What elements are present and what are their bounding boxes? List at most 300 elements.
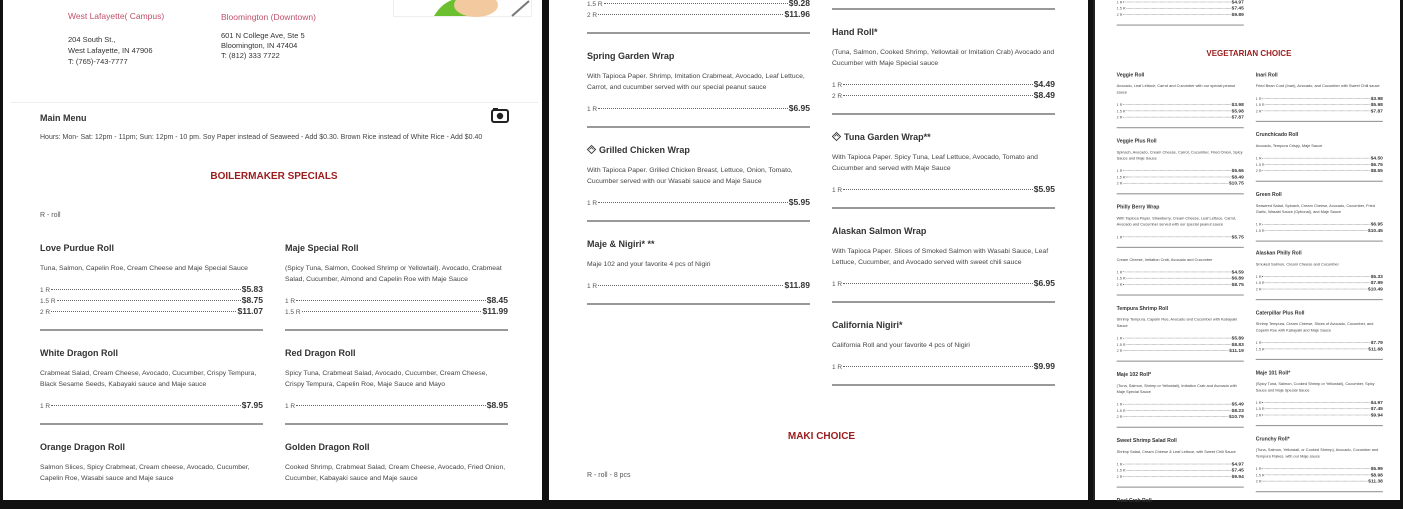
dot-leader [598,285,783,286]
portion-size: 1 R [1255,96,1262,101]
menu-item-name: Veggie Roll [1116,71,1145,78]
menu-item [587,238,810,305]
menu-item-description: Cream Cheese, Imitation Crab, Avocado and Cucumber [1116,257,1213,262]
price: $5.98 [1231,107,1244,114]
menu-item-description: Spinach, Avocado, Cream Cheese, Carrot, Cucumber, Fried Onion, Spicy Sauce and Maje Sauce [1116,150,1243,161]
price: $7.87 [1370,107,1383,114]
menu-item [1117,257,1244,296]
price-row [40,295,263,306]
menu-item-description: California Roll and your favorite 4 pcs of Nigiri [832,342,970,349]
dot-leader [1123,183,1228,184]
menu-item-title [285,347,508,359]
price-list [1117,234,1244,240]
menu-column-left [1117,257,1244,509]
menu-item-title [1256,249,1383,256]
price: $4.50 [1370,155,1383,161]
divider [587,220,810,222]
phone-number[interactable]: T: (765)-743-7777 [68,57,128,66]
divider [1117,193,1244,194]
price: $5.75 [1231,233,1244,240]
price: $10.75 [1228,180,1244,186]
portion-size: 1 R [587,106,598,113]
portion-size: 1 R [832,187,843,194]
menu-item [1256,191,1383,242]
menu-column-left [587,0,810,321]
menu-item-description: With Tapioca Paper. Strawberry, Cream Cheese, Leaf Lettuce, Carrot, Avocado and Cucumber served with our special peanut sauce [1116,216,1237,227]
portion-size: 1 R [587,283,598,290]
portion-size: 1 R [1116,235,1123,240]
portion-size: 1.5 R [1255,281,1265,286]
dot-leader [1262,170,1370,171]
menu-column-left [1117,71,1244,257]
dot-leader [1126,410,1231,411]
price-list [587,103,810,114]
price: $8.49 [1231,173,1244,180]
price-list [1117,461,1244,480]
menu-item [40,347,263,425]
price: $8.49 [1033,90,1055,100]
price-row [1117,347,1244,353]
portion-size: 1.5 R [1116,342,1126,347]
price: $5.49 [1231,401,1244,407]
dot-leader [1262,158,1370,159]
portion-size: 1 R [1116,103,1123,108]
portion-size: 1 R [285,403,296,410]
address-line: Bloomington, IN 47404 [221,41,298,50]
price-list [1256,399,1383,418]
price-list [285,400,508,411]
dot-leader [1123,2,1231,3]
portion-size: 1.5 R [1116,6,1126,11]
menu-item [1117,0,1244,26]
dot-leader [598,202,788,203]
portion-size: 2 R [1116,181,1123,186]
price-list [832,79,1055,101]
portion-size: 1.5 R [1255,229,1265,234]
price-list [587,0,810,20]
portion-size: 1.5 R [1116,468,1126,473]
menu-item [1117,497,1244,504]
menu-item-title [1117,137,1244,144]
divider [832,8,1055,10]
menu-item-name: Grilled Chicken Wrap [599,145,690,155]
portion-size: 1.5 R [1116,109,1126,114]
portion-size: 1.5 R [1255,163,1265,168]
menu-item-name: Alaskan Salmon Wrap [832,226,927,236]
price-row [1117,234,1244,240]
price: $11.68 [1368,345,1383,352]
dot-leader [1265,408,1370,409]
price: $5.95 [1033,184,1055,194]
menu-item-title [285,441,508,453]
price: $5.66 [1231,167,1244,174]
divider [1117,127,1244,128]
price: $11.38 [1368,478,1383,484]
menu-item-title [40,347,263,359]
divider [832,113,1055,115]
menu-item-name: Red Dragon Roll [285,348,356,358]
price-list [832,278,1055,289]
location-title-west-lafayette[interactable]: West Lafayette( Campus) [68,11,165,21]
menu-item-title [40,441,263,453]
dot-leader [843,84,1033,85]
price-row [1256,286,1383,292]
menu-item-description: Avocado, Leaf Lettuce, Carrot and Cucumber with our special peanut sauce [1116,84,1236,95]
price-row [587,9,810,20]
price: $4.97 [1370,399,1383,406]
dot-leader [1123,237,1231,238]
dot-leader [1126,344,1231,345]
portion-size: 1.5 R [1116,276,1126,281]
menu-item [1256,309,1383,360]
dot-leader [1262,224,1370,225]
portion-size: 2 R [1116,349,1123,354]
menu-item-description: Crabmeat Salad, Cream Cheese, Avocado, Cucumber, Crispy Tempura, Black Sesame Seeds, Kabayaki sauce and Maje sauce [40,370,257,388]
dot-leader [296,300,486,301]
portion-size: 2 R [1255,287,1262,292]
portion-size: 1.5 R [40,298,56,305]
divider [11,102,538,103]
menu-item-title [1117,305,1244,312]
menu-item-name: Alaskan Philly Roll [1255,250,1302,256]
portion-size: 1.5 R [285,309,301,316]
menu-item-description: (Tuna, Salmon, Cooked Shrimp, Yellowtail or Imitation Crab) Avocado and Cucumber with Maje Special sauce [832,49,1055,67]
main-menu-title: Main Menu [40,113,87,123]
price: $7.99 [1370,279,1383,286]
price: $5.83 [241,284,263,294]
price: $7.45 [1231,467,1244,473]
portion-size: 1 R [1255,401,1262,406]
price: $9.99 [1033,361,1055,371]
dot-leader [1126,470,1231,471]
dot-leader [1262,415,1370,416]
price: $6.75 [1370,161,1383,168]
price: $8.83 [1231,341,1244,347]
price-row [1117,473,1244,479]
price-row [587,280,810,291]
menu-item-name: Inari Roll [1255,71,1278,78]
menu-item-name: Caterpillar Plus Roll [1255,309,1305,316]
menu-item-name: Green Roll [1255,191,1282,198]
menu-item-title [1117,437,1244,444]
menu-item-title [832,26,1055,38]
price-row [285,295,508,306]
menu-page-1 [3,0,542,500]
menu-item-description: Fried Bean Curd (Inari), Avocado, and Cucumber with Sweet Chili sauce [1255,84,1380,89]
menu-item-description: Salmon Slices, Spicy Crabmeat, Cream cheese, Avocado, Cucumber, Capelin Roe, Wasabi sauce and Maje sauce [40,464,250,482]
price: $5.95 [788,197,810,207]
portion-size: 1 R [1255,341,1262,346]
price-row [1117,114,1244,120]
dot-leader [51,405,241,406]
menu-item-name: Sweet Shrimp Salad Roll [1116,437,1177,444]
menu-item-title [40,242,263,254]
portion-size: 1 R [1255,222,1262,227]
price-row [832,90,1055,101]
menu-item-description: With Tapioca Paper. Grilled Chicken Breast, Lettuce, Onion, Tomato, Cucumber served with our Wasabi sauce and Maje Sauce [587,167,793,185]
dot-leader [1123,272,1231,273]
menu-item [1256,369,1383,426]
address-line: 204 South St., [68,35,116,44]
menu-item-title [1117,71,1244,78]
menu-item-description: With Tapioca Paper. Slices of Smoked Salmon with Wasabi Sauce, Leaf Lettuce, Cucumber, and Avocado served with sweet chili sauce [832,248,1049,266]
dot-leader [843,283,1033,284]
price-list [1117,269,1244,288]
menu-item [587,0,810,34]
menu-item [285,441,508,484]
dot-leader [1262,289,1367,290]
menu-item-description: (Tuna, Salmon, Shrimp or Yellowtail), Imitation Crab and Avocado with Maje Special Sauce [1116,383,1237,395]
dot-leader [1123,404,1231,405]
portion-size: 1 R [285,298,296,305]
price-row [587,197,810,208]
roll-legend-note: R - roll - 8 pcs [587,472,631,479]
price-list [1117,168,1244,187]
dot-leader [57,300,241,301]
portion-size: 1 R [1116,402,1123,407]
menu-item-description: (Spicy Tuna, Salmon, Cooked Shrimp or Yellowtail), Cucumber, Spicy Sauce and Maje Special Sauce [1255,382,1375,393]
portion-size: 2 R [587,12,598,19]
divider [1256,299,1383,300]
menu-item-title [1117,497,1244,504]
price-list [1117,101,1244,120]
portion-size: 1 R [40,287,51,294]
menu-item-description: Seaweed Salad, Spinach, Cream Cheese, Avocado, Cucumber, Fried Garlic, Wasabi Sauce (Optional), and Maje Sauce [1255,204,1375,215]
price-row [1117,11,1244,17]
dot-leader [1123,338,1231,339]
hours-info: Hours: Mon- Sat: 12pm - 11pm; Sun: 12pm - 10 pm. Soy Paper instead of Seaweed - Add $0.30. Brown Rice instead of White Rice - Add $0.40 [40,134,483,141]
dot-leader [1123,476,1231,477]
menu-item [587,50,810,128]
price: $11.99 [482,306,508,316]
price-list [1117,335,1244,354]
dot-leader [1123,416,1228,417]
menu-item-description: Shrimp Salad, Cream Cheese & Leaf Lettuce, with Sweet Chili Sauce [1116,450,1236,455]
dot-leader [843,189,1033,190]
price-row [587,0,810,9]
dot-leader [1265,164,1370,165]
dot-leader [1265,349,1368,350]
dot-leader [1126,111,1231,112]
menu-item [285,242,508,331]
price-list [1256,95,1383,114]
divider [1256,425,1383,426]
price-row [40,306,263,317]
price: $8.75 [1231,281,1244,288]
menu-item-description: Smoked Salmon, Cream Cheese and Cucumber [1255,262,1339,267]
dot-leader [1123,14,1231,15]
menu-item-name: Maje 102 Roll* [1116,371,1152,378]
dot-leader [598,108,788,109]
price: $6.89 [1231,275,1244,281]
menu-item-description: (Tuna, Salmon, Yellowtail, or Cooked Shrimp), Avocado, Cucumber and Tempura Flakes, with our Maje sauce [1255,448,1379,459]
phone-number[interactable]: T: (812) 333 7722 [221,51,280,60]
price-row [832,361,1055,372]
price: $7.45 [1231,5,1244,11]
portion-size: 1.5 R [587,1,603,8]
portion-size: 2 R [1116,13,1123,18]
price: $10.45 [1368,227,1383,234]
price-list [1256,339,1383,352]
dot-leader [1262,98,1370,99]
menu-item-name: Philly Berry Wrap [1116,204,1160,210]
dot-leader [1126,8,1231,9]
menu-item-title [1117,203,1244,210]
price: $8.95 [486,400,508,410]
menu-item [40,242,263,331]
menu-item-title [1256,309,1383,316]
menu-item-name: Golden Dragon Roll [285,442,370,452]
price-list [1256,155,1383,174]
portion-size: 1 R [1116,0,1123,5]
price-list [1117,401,1244,420]
location-address-bloomington [221,31,305,61]
menu-column-right [1256,249,1383,501]
price-row [1117,281,1244,287]
price-list [587,280,810,291]
dot-leader [1262,276,1370,277]
portion-size: 1 R [587,200,598,207]
price-list [1256,465,1383,484]
price: $4.97 [1231,0,1244,5]
price: $7.45 [1370,405,1383,412]
dot-leader [51,289,241,290]
price-row [1256,108,1383,114]
price: $11.96 [784,9,810,19]
divider [832,207,1055,209]
menu-item-name: Veggie Plus Roll [1116,137,1157,144]
portion-size: 2 R [1116,115,1123,120]
price: $9.94 [1370,411,1383,418]
dot-leader [1123,284,1231,285]
portion-size: 1 R [1116,270,1123,275]
portion-size: 1 R [832,82,843,89]
portion-size: 2 R [1255,109,1262,114]
menu-column-left [1117,0,1244,35]
price-row [1256,412,1383,418]
price-list [285,295,508,317]
portion-size: 1 R [40,403,51,410]
dot-leader [604,3,788,4]
menu-item [40,441,263,484]
dot-leader [1123,350,1229,351]
price: $7.87 [1231,114,1244,120]
sushi-photo [393,0,532,17]
divider [1256,359,1383,360]
divider [1117,427,1244,428]
menu-item-title [587,238,810,250]
dot-leader [51,311,236,312]
menu-page-2 [549,0,1088,500]
portion-size: 1 R [832,281,843,288]
dot-leader [1126,177,1231,178]
menu-item-description: Spicy Tuna, Crabmeat Salad, Avocado, Cucumber, Cream Cheese, Crispy Tempura, Capelin Roe, Maje Sauce and Mayo [285,370,488,388]
portion-size: 1 R [1116,462,1123,467]
price: $10.49 [1368,285,1383,292]
price: $8.23 [1231,407,1244,414]
menu-item [1117,137,1244,194]
price: $4.49 [1033,79,1055,89]
menu-item-name: Spring Garden Wrap [587,51,675,61]
menu-item-name: Maje Special Roll [285,243,359,253]
price-row [285,400,508,411]
dot-leader [1123,104,1231,105]
dot-leader [1123,464,1231,465]
price-list [832,361,1055,372]
portion-size: 1.5 R [1255,103,1265,108]
portion-size: 1 R [1255,275,1262,280]
divider [1117,487,1244,488]
price-list [1256,221,1383,234]
price-row [587,103,810,114]
dot-leader [1262,468,1370,469]
menu-item [1256,131,1383,182]
address-line: West Lafayette, IN 47906 [68,46,153,55]
dot-leader [598,14,783,15]
price-row [40,284,263,295]
price: $5.33 [1370,273,1383,280]
dot-leader [1123,170,1231,171]
portion-size: 1 R [1255,156,1262,161]
portion-size: 2 R [1255,479,1262,484]
dot-leader [1265,282,1370,283]
price: $4.59 [1231,268,1244,275]
price-list [832,184,1055,195]
divider [40,423,263,425]
dot-leader [1265,230,1367,231]
dot-leader [1262,481,1368,482]
menu-item-name: Tempura Shrimp Roll [1116,305,1169,311]
portion-size: 2 R [1255,169,1262,174]
location-title-bloomington[interactable]: Bloomington (Downtown) [221,12,316,22]
price: $8.98 [1370,471,1383,478]
menu-item [1256,71,1383,122]
price-row [1256,227,1383,233]
menu-item-name: Real Crab Roll [1116,497,1152,504]
price-list [587,197,810,208]
price-row [1256,346,1383,352]
menu-item-name: Crunchy Roll* [1255,435,1290,442]
menu-item-title [1256,71,1383,78]
price-row [40,400,263,411]
divider [1256,241,1383,242]
menu-item-title [587,50,810,62]
dot-leader [843,95,1033,96]
price-row [832,79,1055,90]
camera-icon[interactable] [491,107,509,128]
menu-item-title [832,319,1055,331]
menu-item-name: White Dragon Roll [40,348,118,358]
portion-size: 2 R [1255,413,1262,418]
menu-item [1256,249,1383,300]
divider [587,126,810,128]
menu-item-title [587,144,810,156]
menu-item-title [1256,369,1383,376]
dot-leader [1262,342,1370,343]
menu-item-title [285,242,508,254]
menu-item-title [1256,191,1383,198]
price-row [285,306,508,317]
menu-item-description: Shrimp Tempura, Cream Cheese, Slices of Avocado, Cucumber, and Capelin Roe with Kabayaki and Maje Sauce [1255,322,1374,333]
menu-page-3-top [1095,0,1400,248]
divider [587,32,810,34]
dot-leader [1262,111,1370,112]
section-title-boilermaker-specials: BOILERMAKER SPECIALS [210,171,338,182]
menu-item-name: Tuna Garden Wrap** [844,132,931,142]
menu-item [832,225,1055,303]
menu-column-right [285,242,508,494]
menu-item-description: Tuna, Salmon, Capelin Roe, Cream Cheese and Maje Special Sauce [40,265,248,272]
